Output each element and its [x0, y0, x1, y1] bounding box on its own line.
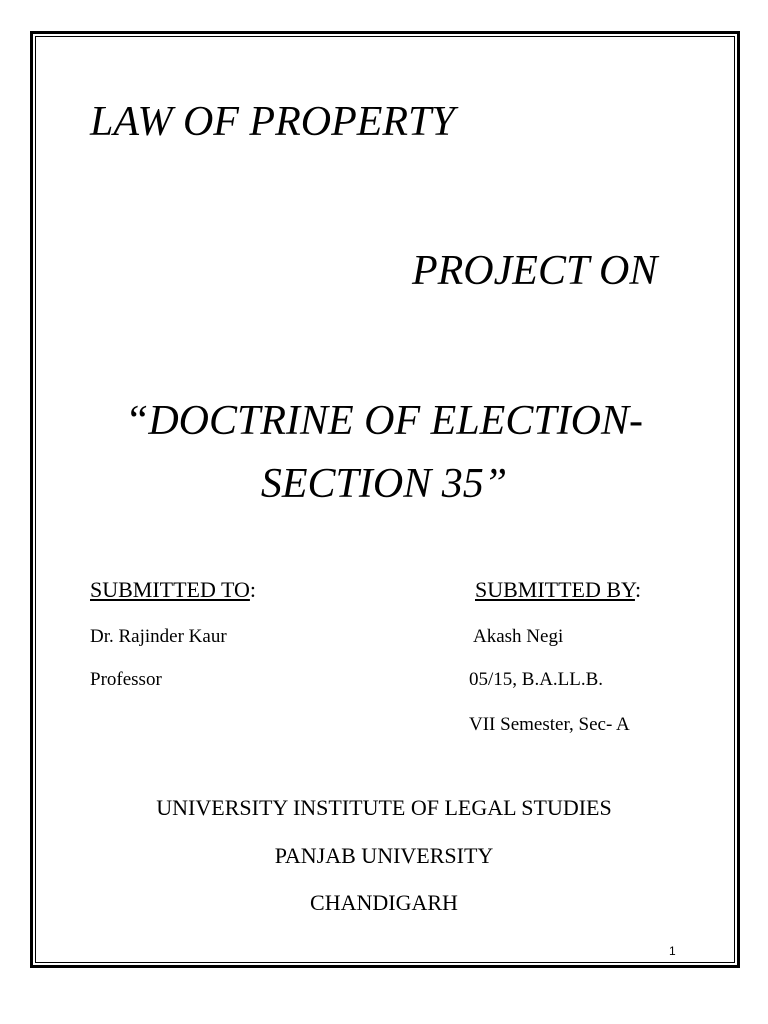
submitted-to-heading	[90, 578, 256, 602]
institute-name: UNIVERSITY INSTITUTE OF LEGAL STUDIES	[156, 795, 612, 820]
project-topic-line-1: “DOCTRINE OF ELECTION-	[124, 398, 644, 444]
page-number: 1	[669, 944, 676, 958]
submitted-to-heading-text: SUBMITTED TO	[90, 577, 250, 602]
project-topic	[60, 390, 708, 516]
course-title: LAW OF PROPERTY	[90, 99, 455, 145]
university-name: PANJAB UNIVERSITY	[274, 843, 494, 868]
student-roll: 05/15, B.A.LL.B.	[469, 669, 604, 690]
city-name: CHANDIGARH	[310, 890, 458, 915]
student-semester: VII Semester, Sec- A	[469, 714, 630, 735]
project-on-label: PROJECT ON	[412, 248, 658, 294]
student-name: Akash Negi	[473, 626, 564, 647]
submitted-by-heading	[475, 578, 641, 602]
submitted-by-colon: :	[634, 577, 642, 602]
project-topic-line-2: SECTION 35”	[260, 461, 508, 507]
supervisor-name: Dr. Rajinder Kaur	[90, 626, 227, 647]
submitted-by-heading-text: SUBMITTED BY	[475, 577, 635, 602]
supervisor-designation: Professor	[90, 669, 162, 690]
submitted-to-colon: :	[249, 577, 257, 602]
